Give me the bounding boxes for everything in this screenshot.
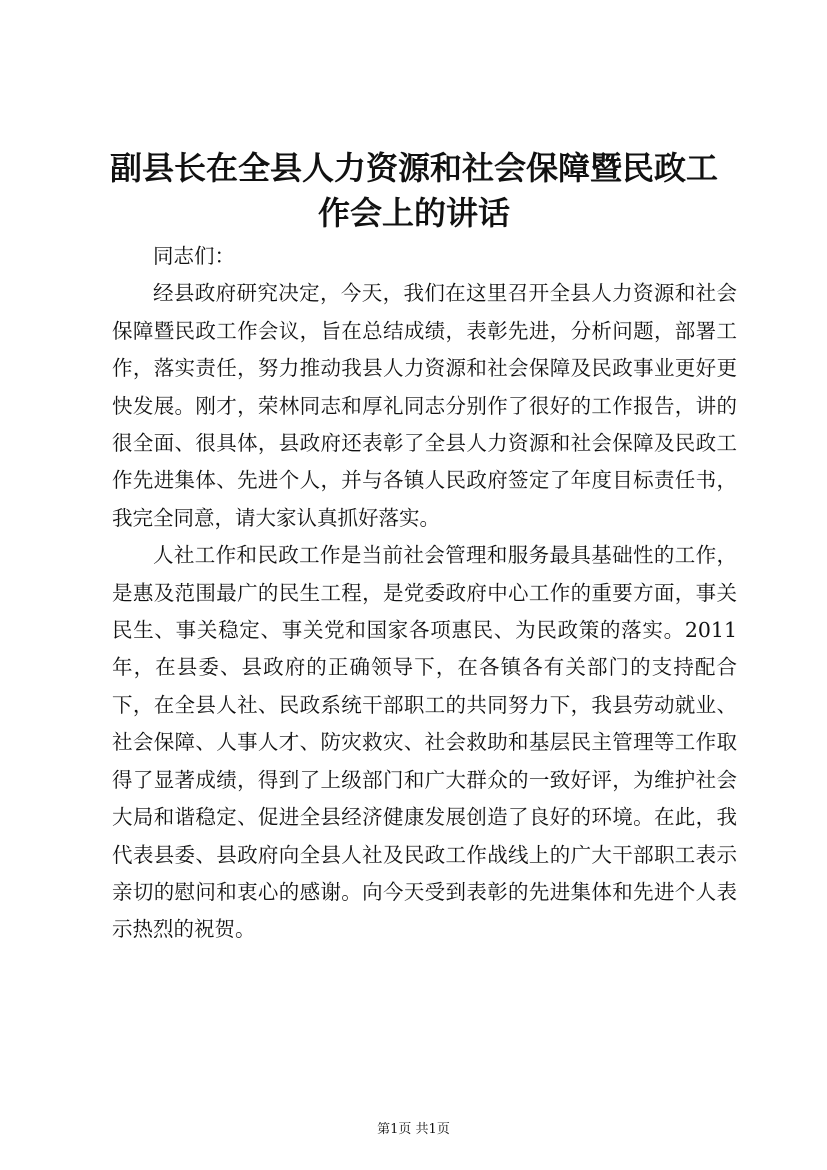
paragraph-2: 人社工作和民政工作是当前社会管理和服务最具基础性的工作，是惠及范围最广的民生工程，是党委政府中心工作的重要方面，事关民生、事关稳定、事关党和国家各项惠民、为民政策的落实。2011年，在县委、县政府的正确领导下，在各镇各有关部门的支持配合下，在全县人社、民政系统干部职工的共同努力下，我县劳动就业、社会保障、人事人才、防灾救灾、社会救助和基层民主管理等工作取得了显著成绩，得到了上级部门和广大群众的一致好评，为维护社会大局和谐稳定、促进全县经济健康发展创造了良好的环境。在此，我代表县委、县政府向全县人社及民政工作战线上的广大干部职工表示亲切的慰问和衷心的感谢。向今天受到表彰的先进集体和先进个人表示热烈的祝贺。 [112, 543, 737, 942]
salutation: 同志们： [153, 244, 235, 268]
paragraph-1: 经县政府研究决定，今天，我们在这里召开全县人力资源和社会保障暨民政工作会议，旨在总结成绩，表彰先进，分析问题，部署工作，落实责任，努力推动我县人力资源和社会保障及民政事业更好更快发展。刚才，荣林同志和厚礼同志分别作了很好的工作报告，讲的很全面、很具体，县政府还表彰了全县人力资源和社会保障及民政工作先进集体、先进个人，并与各镇人民政府签定了年度目标责任书，我完全同意，请大家认真抓好落实。 [112, 281, 737, 530]
page-footer: 第1页 共1页 [377, 1122, 450, 1137]
document-body [112, 238, 737, 949]
document-title: 副县长在全县人力资源和社会保障暨民政工作会上的讲话 [109, 149, 718, 232]
